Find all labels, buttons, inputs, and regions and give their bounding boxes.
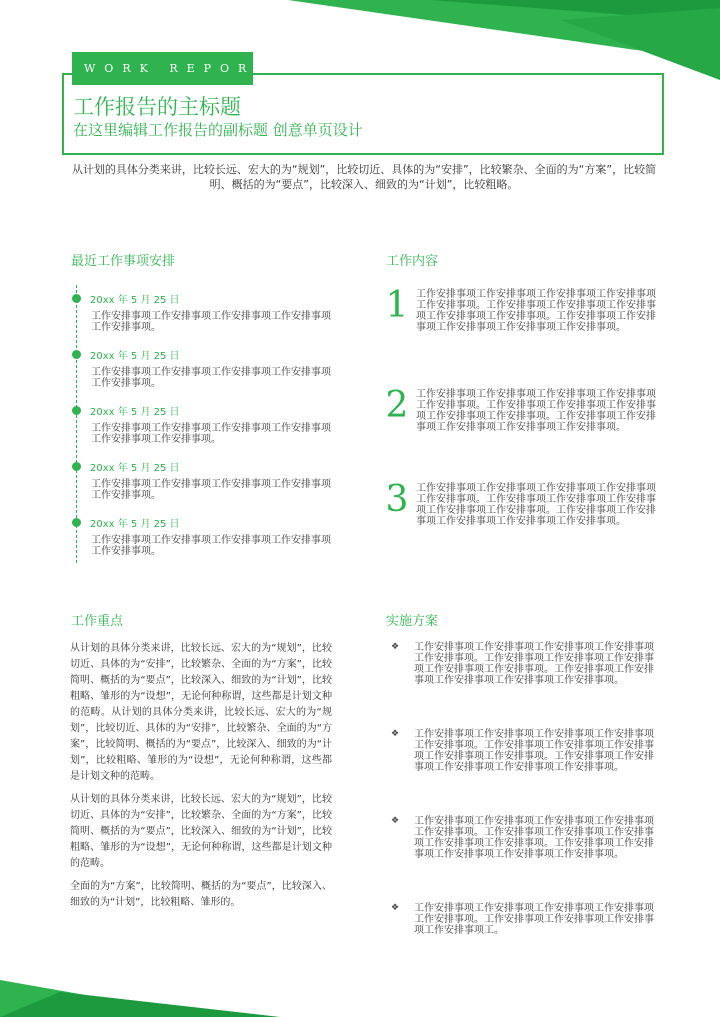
content-text: 工作安排事项工作安排事项工作安排事项工作安排事项工作安排事项。工作安排事项工作安排事项工作安排事项工作安排事项工作安排事项。工作安排事项工作安排事项工作安排事项工作安排事项工作安排事项。 [416, 389, 656, 433]
content-number: 1 [385, 285, 409, 326]
focus-paragraph: 从计划的具体分类来讲，比较长远、宏大的为“规划”，比较切近、具体的为“安排”，比较繁杂、全面的为“方案”，比较简明、概括的为“要点”，比较深入、细致的为“计划”，比较粗略、雏形的为“设想”，无论何种称谓，这些都是计划文种的范畴。从计划的具体分类来讲，比较长远、宏大的为“规划”，比较切近、具体的为“安排”，比较繁杂、全面的为“方案”，比较简明、概括的为“要点”，比较深入、细致的为“计划”，比较粗略、雏形的为“设想”，无论何种称谓，这些都是计划文种的范畴。 [70, 643, 332, 782]
diamond-bullet-icon: ❖ [391, 642, 400, 652]
content-text: 工作安排事项工作安排事项工作安排事项工作安排事项工作安排事项。工作安排事项工作安排事项工作安排事项工作安排事项工作安排事项。工作安排事项工作安排事项工作安排事项工作安排事项工作安排事项。 [416, 483, 656, 527]
timeline [70, 285, 340, 565]
intro-paragraph: 从计划的具体分类来讲，比较长远、宏大的为“规划”，比较切近、具体的为“安排”，比较繁杂、全面的为“方案”，比较简明、概括的为“要点”，比较深入、细致的为“计划”，比较粗略。 [71, 163, 657, 191]
plan-heading: 实施方案 [386, 614, 439, 629]
timeline-dot-icon [72, 518, 81, 527]
timeline-item [70, 399, 340, 455]
timeline-item [70, 455, 340, 511]
plan-text: 工作安排事项工作安排事项工作安排事项工作安排事项工作安排事项。工作安排事项工作安排事项工作安排事项工作安排事项工作安排事项。工作安排事项工作安排事项工作安排事项工作安排事项工作安排事项。 [414, 729, 654, 773]
plan-text: 工作安排事项工作安排事项工作安排事项工作安排事项工作安排事项。工作安排事项工作安排事项工作安排事项工作安排事项工作安排事项。工作安排事项工作安排事项工作安排事项工作安排事项工作安排事项。 [414, 642, 654, 686]
timeline-date: 20xx 年 5 月 25 日 [90, 295, 180, 306]
timeline-item [70, 511, 340, 567]
content-item [384, 481, 659, 551]
focus-paragraph: 全面的为“方案”，比较简明、概括的为“要点”，比较深入、细致的为“计划”，比较粗略、雏形的。 [70, 881, 332, 908]
content-item [384, 287, 659, 357]
timeline-text: 工作安排事项工作安排事项工作安排事项工作安排事项工作安排事项。 [91, 311, 331, 333]
timeline-dot-icon [72, 462, 81, 471]
plan-text: 工作安排事项工作安排事项工作安排事项工作安排事项工作安排事项。工作安排事项工作安排事项工作安排事项工作安排事项工。 [414, 903, 654, 936]
focus-heading: 工作重点 [71, 614, 124, 629]
diamond-bullet-icon: ❖ [391, 816, 400, 826]
diamond-bullet-icon: ❖ [391, 729, 400, 739]
timeline-date: 20xx 年 5 月 25 日 [90, 463, 180, 474]
content-heading: 工作内容 [386, 254, 439, 269]
timeline-date: 20xx 年 5 月 25 日 [90, 407, 180, 418]
timeline-dot-icon [72, 350, 81, 359]
timeline-text: 工作安排事项工作安排事项工作安排事项工作安排事项工作安排事项。 [91, 479, 331, 501]
timeline-item [70, 343, 340, 399]
timeline-date: 20xx 年 5 月 25 日 [90, 519, 180, 530]
diamond-bullet-icon: ❖ [391, 903, 400, 913]
bottom-left-decoration [0, 972, 280, 1017]
page-title: 工作报告的主标题 [73, 95, 241, 119]
content-number: 2 [385, 385, 409, 426]
work-report-tag: WORK REPORT [72, 52, 253, 85]
page-subtitle: 在这里编辑工作报告的副标题 创意单页设计 [73, 121, 363, 139]
timeline-text: 工作安排事项工作安排事项工作安排事项工作安排事项工作安排事项工作安排事项。 [91, 423, 331, 445]
timeline-item [70, 287, 340, 343]
plan-text: 工作安排事项工作安排事项工作安排事项工作安排事项工作安排事项。工作安排事项工作安排事项工作安排事项工作安排事项工作安排事项。工作安排事项工作安排事项工作安排事项工作安排事项工作安排事项。 [414, 816, 654, 860]
content-text: 工作安排事项工作安排事项工作安排事项工作安排事项工作安排事项。工作安排事项工作安排事项工作安排事项工作安排事项工作安排事项。工作安排事项工作安排事项工作安排事项工作安排事项工作安排事项。 [416, 289, 656, 333]
recent-heading: 最近工作事项安排 [71, 254, 176, 269]
content-number: 3 [385, 479, 409, 520]
timeline-date: 20xx 年 5 月 25 日 [90, 351, 180, 362]
timeline-text: 工作安排事项工作安排事项工作安排事项工作安排事项工作安排事项。 [91, 367, 331, 389]
timeline-dot-icon [72, 406, 81, 415]
focus-paragraph: 从计划的具体分类来讲，比较长远、宏大的为“规划”，比较切近、具体的为“安排”，比较繁杂、全面的为“方案”，比较简明、概括的为“要点”，比较深入、细致的为“计划”，比较粗略、雏形的为“设想”，无论何种称谓，这些都是计划文种的范畴。 [70, 794, 332, 869]
timeline-dot-icon [72, 294, 81, 303]
focus-body [70, 641, 332, 918]
content-item [384, 387, 659, 457]
timeline-text: 工作安排事项工作安排事项工作安排事项工作安排事项工作安排事项。 [91, 535, 331, 557]
